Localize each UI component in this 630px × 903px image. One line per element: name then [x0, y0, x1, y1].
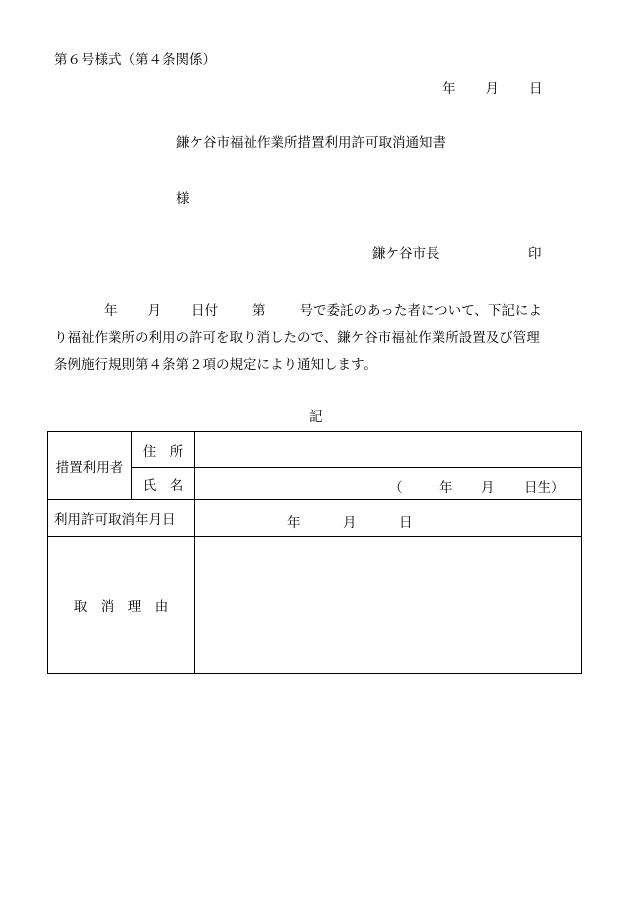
body-line-3: 条例施行規則第４条第２項の規定により通知します。: [54, 357, 377, 373]
revoke-year-label: 年: [287, 515, 301, 531]
birth-year-label: 年: [439, 480, 453, 496]
revoke-date-row: [48, 500, 582, 537]
date-year-label: 年: [442, 81, 456, 97]
notice-body: [54, 298, 584, 379]
reason-row: [48, 537, 582, 674]
address-value[interactable]: [195, 432, 582, 468]
revoke-day-label: 日: [399, 515, 413, 531]
record-table: [47, 431, 582, 674]
body-line-1: [54, 298, 584, 325]
document-title: 鎌ケ谷市福祉作業所措置利用許可取消通知書: [176, 135, 446, 151]
body-line1-rest: 号で委託のあった者について、下記によ: [299, 303, 542, 319]
issue-date: [442, 83, 543, 97]
revoke-month-label: 月: [343, 515, 357, 531]
record-heading: 記: [309, 409, 323, 425]
revoke-date-label: 利用許可取消年月日: [48, 500, 195, 537]
birth-day-label: 日生）: [524, 480, 565, 496]
issuer-name: 鎌ケ谷市長: [372, 246, 440, 262]
name-label: 氏 名: [132, 468, 195, 500]
date-month-label: 月: [485, 81, 499, 97]
body-year: 年: [104, 303, 118, 319]
user-label: 措置利用者: [48, 432, 132, 500]
addressee-suffix: 様: [176, 191, 190, 207]
birth-open: （: [389, 480, 403, 496]
body-month: 月: [147, 303, 161, 319]
revoke-date-value[interactable]: [195, 500, 582, 537]
name-value[interactable]: [195, 468, 582, 500]
date-day-label: 日: [529, 81, 543, 97]
body-number-prefix: 第: [252, 303, 266, 319]
seal-mark: 印: [528, 246, 542, 262]
address-label: 住 所: [132, 432, 195, 468]
body-dated: 日付: [191, 303, 218, 319]
address-row: [48, 432, 582, 468]
reason-label: 取 消 理 由: [48, 537, 195, 674]
body-line-2: り福祉作業所の利用の許可を取り消したので、鎌ケ谷市福祉作業所設置及び管理: [54, 330, 540, 346]
birth-month-label: 月: [481, 480, 495, 496]
form-number: 第６号様式（第４条関係）: [54, 52, 216, 68]
reason-value[interactable]: [195, 537, 582, 674]
